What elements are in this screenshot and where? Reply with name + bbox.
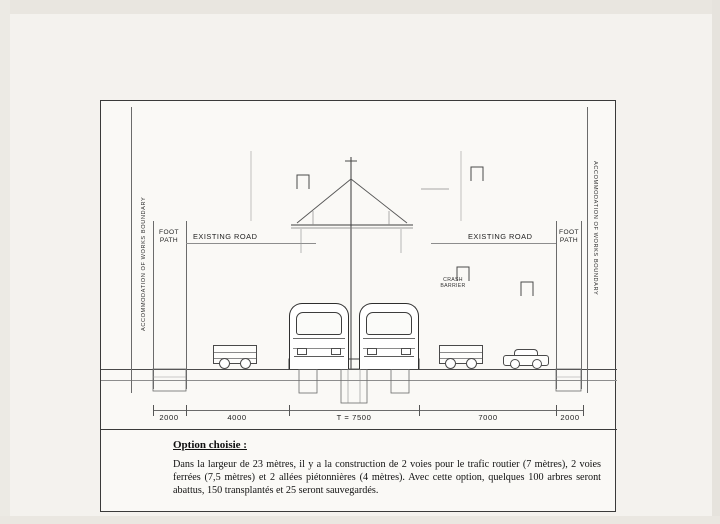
crash-barrier-label [433,277,473,290]
footpath-label-left-line2: PATH [159,237,179,244]
tram-vehicle-left [289,303,349,369]
scan-edge-top [0,0,720,14]
scan-edge-bottom [0,516,720,524]
footpath-edge-left-outer [153,221,154,389]
dimension-label: 2000 [159,413,179,422]
existing-road-label-right: EXISTING ROAD [468,232,533,241]
dimension-tick [289,405,290,416]
car-right-wheel-1 [510,359,520,369]
crash-barrier-label-line1: CRASH [443,277,463,283]
footpath-edge-right-inner [556,221,557,389]
road-level-line-right [431,243,556,244]
footpath-label-right-line1: FOOT [559,229,579,236]
tram-right-lamp-left [367,348,377,355]
dimension-label: T = 7500 [336,413,372,422]
leader-arrow-right [471,167,483,181]
leader-arrow-left [297,175,309,189]
option-body-text: Dans la largeur de 23 mètres, il y a la construction de 2 voies pour le trafic routier (7 mètres), 2 voies ferrées (7,5 mètres) et 2 allées piétonnières (4 mètres). Avec cette option, quelques 100 arbres seront abattus, 150 transplantés et 25 seront sauvegardés. [173,459,601,497]
tram-right-windscreen [366,312,412,335]
tram-right-band [363,338,415,339]
car-vehicle-right [503,349,549,369]
boundary-line-right [587,107,588,393]
footpath-edge-right-outer [581,221,582,389]
footpath-edge-left-inner [186,221,187,389]
ground-line [101,369,617,370]
crash-barrier-label-line2: BARRIER [440,283,466,290]
tram-right-lamp-right [401,348,411,355]
footpath-label-right-line2: PATH [559,237,579,244]
leader-arrow-kerb [521,282,533,296]
existing-road-label-left: EXISTING ROAD [193,232,258,241]
truck-right-wheel-1 [445,358,456,369]
dimension-baseline [153,410,583,411]
truck-vehicle-right [439,339,483,369]
cross-section-area [101,101,617,431]
boundary-label-right: ACCOMMODATION OF WORKS BOUNDARY [592,161,598,296]
boundary-label-left: ACCOMMODATION OF WORKS BOUNDARY [141,196,147,331]
truck-left-wheel-2 [240,358,251,369]
tram-vehicle-right [359,303,419,369]
ground-line-secondary [101,380,617,381]
footpath-label-right [557,229,581,245]
option-text-block [101,429,617,511]
dimension-label: 7000 [478,413,498,422]
drainage-channel [341,369,367,403]
tram-left-band [293,338,345,339]
dimension-label: 4000 [227,413,247,422]
catenary-system [101,101,617,431]
track-foundation-right [391,369,409,393]
tram-left-lamp-left [297,348,307,355]
catenary-wire-left [297,179,351,223]
track-foundation-left [299,369,317,393]
footpath-label-left [154,229,184,245]
car-right-wheel-2 [532,359,542,369]
truck-left-wheel-1 [219,358,230,369]
drawing-frame [100,100,616,512]
tram-left-skirt [294,356,344,369]
dimension-band [101,403,617,429]
tram-right-skirt [364,356,414,369]
scan-edge-right [712,0,720,524]
footpath-label-left-line1: FOOT [159,229,179,236]
catenary-wire-right [351,179,407,223]
tram-left-lamp-right [331,348,341,355]
scan-edge-left [0,0,10,524]
dimension-tick [419,405,420,416]
truck-vehicle-left [213,339,257,369]
tram-left-windscreen [296,312,342,335]
road-level-line-left [186,243,316,244]
boundary-line-left [131,107,132,393]
dimension-label: 2000 [560,413,580,422]
truck-right-wheel-2 [466,358,477,369]
option-title: Option choisie : [173,439,247,451]
